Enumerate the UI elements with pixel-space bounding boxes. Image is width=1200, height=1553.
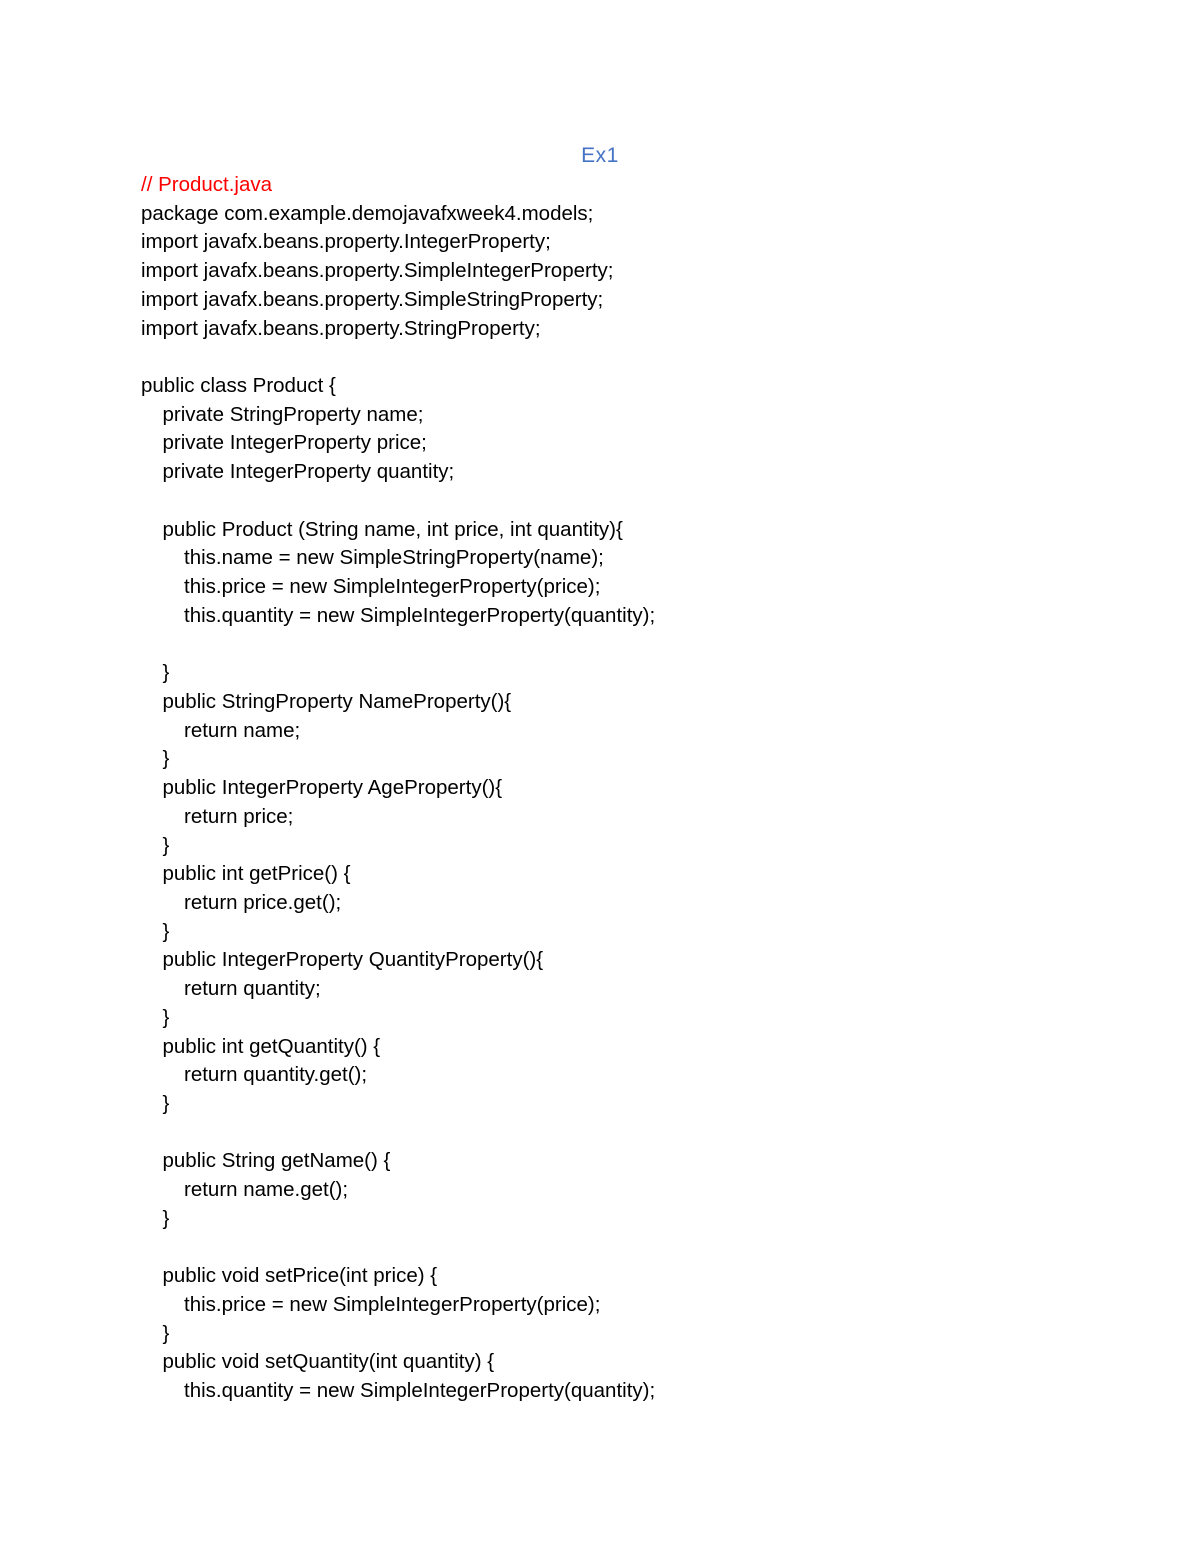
code-line: } xyxy=(162,747,170,771)
blank-line xyxy=(141,487,1141,516)
blank-line xyxy=(141,1234,1141,1263)
code-line: } xyxy=(162,661,170,685)
blank-line xyxy=(141,631,1141,660)
code-line: return price; xyxy=(184,804,294,828)
code-line: public String getName() { xyxy=(162,1149,391,1173)
code-line: public int getPrice() { xyxy=(162,862,351,886)
code-line: return name.get(); xyxy=(184,1178,349,1202)
code-line: private StringProperty name; xyxy=(162,402,424,426)
code-line: return quantity.get(); xyxy=(184,1063,368,1087)
code-line: package com.example.demojavafxweek4.models; xyxy=(141,201,594,225)
code-line: import javafx.beans.property.IntegerProperty; xyxy=(141,230,551,254)
code-line: public IntegerProperty AgeProperty(){ xyxy=(162,776,503,800)
code-line: return price.get(); xyxy=(184,890,342,914)
code-line: this.price = new SimpleIntegerProperty(price); xyxy=(184,1293,601,1317)
blank-line xyxy=(141,343,1141,372)
code-line: this.quantity = new SimpleIntegerProperty(quantity); xyxy=(184,603,656,627)
code-line: } xyxy=(162,1321,170,1345)
code-line: import javafx.beans.property.StringProperty; xyxy=(141,316,541,340)
code-line: private IntegerProperty price; xyxy=(162,431,427,455)
code-block xyxy=(141,171,1141,1406)
code-comment-line: // Product.java xyxy=(141,173,273,196)
code-line: public class Product { xyxy=(141,374,336,398)
code-line: return quantity; xyxy=(184,977,321,1001)
code-line: this.quantity = new SimpleIntegerProperty(quantity); xyxy=(184,1379,656,1403)
code-line: public IntegerProperty QuantityProperty(){ xyxy=(162,948,544,972)
code-line: import javafx.beans.property.SimpleIntegerProperty; xyxy=(141,259,614,283)
code-line: public Product (String name, int price, int quantity){ xyxy=(162,517,623,541)
code-line: return name; xyxy=(184,718,301,742)
code-line: public void setPrice(int price) { xyxy=(162,1264,438,1288)
code-line: public void setQuantity(int quantity) { xyxy=(162,1350,495,1374)
code-line: } xyxy=(162,1005,170,1029)
code-line: } xyxy=(162,919,170,943)
document-heading: Ex1 xyxy=(581,144,619,167)
code-line: public int getQuantity() { xyxy=(162,1034,381,1058)
blank-line xyxy=(141,1119,1141,1148)
code-line: } xyxy=(162,1206,170,1230)
code-line: this.name = new SimpleStringProperty(name); xyxy=(184,546,604,570)
code-line: import javafx.beans.property.SimpleStringProperty; xyxy=(141,287,604,311)
code-line: public StringProperty NameProperty(){ xyxy=(162,689,512,713)
code-line: private IntegerProperty quantity; xyxy=(162,460,455,484)
code-line: } xyxy=(162,833,170,857)
code-line: } xyxy=(162,1092,170,1115)
code-line: this.price = new SimpleIntegerProperty(price); xyxy=(184,575,601,599)
